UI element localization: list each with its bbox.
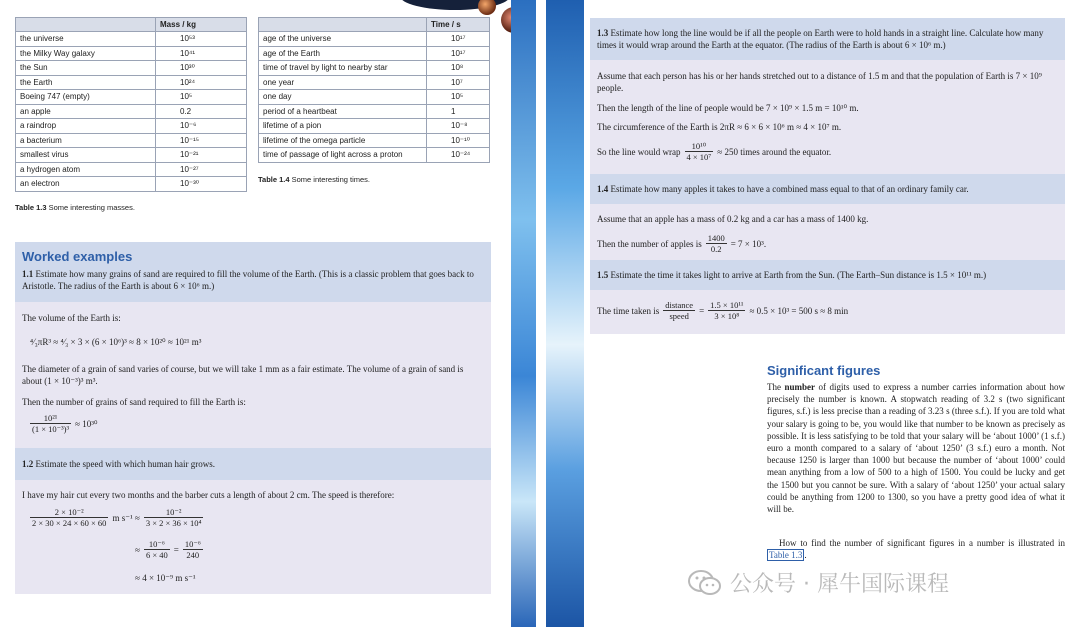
bold-term: number xyxy=(784,382,816,392)
watermark-text: 公众号 · 犀牛国际课程 xyxy=(730,572,949,597)
row-label: lifetime of the omega particle xyxy=(259,133,427,148)
table-row xyxy=(16,32,247,47)
equation-grains xyxy=(30,413,98,434)
question-text: Estimate how many apples it takes to have a combined mass equal to that of an ordinary family car. xyxy=(610,184,969,194)
row-value: 10⁻²¹ xyxy=(156,148,247,163)
question-text: Estimate the time it takes light to arrive at Earth from the Sun. (The Earth–Sun distance is 1.5 × 10¹¹ m.) xyxy=(610,270,987,280)
equation-hair-step xyxy=(135,539,203,560)
denominator: 2 × 30 × 24 × 60 × 60 xyxy=(32,518,107,528)
fraction xyxy=(708,300,745,321)
row-value: 10³⁰ xyxy=(156,61,247,76)
row-value: 0.2 xyxy=(156,104,247,119)
row-label: smallest virus xyxy=(16,148,156,163)
text: of digits used to express a number carries information about how precisely the number is known. A stopwatch reading of 3.2 s (two significant figures, s.f.) is less precise than a reading of 3.23 s (three s.f.). If you are told what your salary is going to be, you would like that number to be known as precisely as possible. It is less satisfying to be told that your salary will be ‘about 1000’ (1 s.f.) euro a month compared to a salary of ‘about 1250’ (3 s.f.) euro a month. Not because 1250 is larger than 1000 but because the number of ‘about 1000’ could mean anything from a low of 500 to a high of 1500. You could be lucky and get the 1500 but you cannot be sure. With a salary of ‘about 1250’ your actual salary could be anything from 1200 to 1300, so you have a pretty good idea of what it will be. xyxy=(767,382,1065,515)
question-number: 1.1 xyxy=(22,269,34,279)
row-label: the Earth xyxy=(16,75,156,90)
row-label: age of the universe xyxy=(259,32,427,47)
fraction xyxy=(30,413,71,434)
table-reference-link[interactable]: Table 1.3 xyxy=(769,550,803,561)
answer-line: Then the length of the line of people would be 7 × 10⁹ × 1.5 m = 10¹⁰ m. xyxy=(597,103,859,113)
fraction xyxy=(706,233,727,254)
numerator: 10⁻² xyxy=(144,507,204,518)
caption-text: Some interesting masses. xyxy=(46,203,135,212)
question-1-4 xyxy=(597,183,969,195)
answer-final: ≈ 4 × 10⁻⁹ m s⁻¹ xyxy=(135,573,196,583)
section-paragraph xyxy=(767,537,1065,561)
denominator: speed xyxy=(669,311,689,321)
denominator: (1 × 10⁻³)³ xyxy=(32,424,70,434)
row-value: 10²⁴ xyxy=(156,75,247,90)
row-value: 10¹⁷ xyxy=(427,32,490,47)
numerator: 1.5 × 10¹¹ xyxy=(710,300,744,310)
table-times xyxy=(258,17,490,163)
row-value: 10⁵ xyxy=(156,90,247,105)
question-number: 1.3 xyxy=(597,28,609,38)
table-row xyxy=(16,46,247,61)
row-label: Boeing 747 (empty) xyxy=(16,90,156,105)
question-text: Estimate how many grains of sand are required to fill the volume of the Earth. (This is a classic problem that goes back to Aristotle. The radius of the Earth is about 6 × 10⁶ m.) xyxy=(22,269,474,291)
table-row xyxy=(16,177,247,192)
denominator: 3 × 2 × 36 × 10⁴ xyxy=(145,518,202,528)
table-row xyxy=(259,133,490,148)
numerator: 10⁻⁶ xyxy=(184,539,201,549)
unit-text: m s⁻¹ ≈ xyxy=(112,513,140,524)
table-row xyxy=(16,162,247,177)
fraction xyxy=(183,539,203,560)
answer-line: Assume that an apple has a mass of 0.2 kg and a car has a mass of 1400 kg. xyxy=(597,214,869,224)
row-value: 10⁻²⁴ xyxy=(427,148,490,163)
numerator: 2 × 10⁻² xyxy=(30,507,108,518)
equation-apples xyxy=(597,233,766,254)
row-label: lifetime of a pion xyxy=(259,119,427,134)
worked-examples-title: Worked examples xyxy=(22,249,133,264)
row-value: 10⁵³ xyxy=(156,32,247,47)
table-row xyxy=(16,148,247,163)
page-edge-decoration xyxy=(511,0,536,627)
denominator: 4 × 10⁷ xyxy=(686,152,712,162)
section-title: Significant figures xyxy=(767,363,881,378)
text: ≈ 0.5 × 10³ = 500 s ≈ 8 min xyxy=(749,306,849,317)
row-label: a bacterium xyxy=(16,133,156,148)
row-value: 1 xyxy=(427,104,490,119)
result: ≈ 10³⁰ xyxy=(75,419,98,430)
text: The time taken is xyxy=(597,306,660,317)
equation-volume: ⁴⁄₃πR³ ≈ ⁴⁄₃ × 3 × (6 × 10⁶)³ ≈ 8 × 10²⁰ ≈ 10²¹ m³ xyxy=(30,337,202,347)
text: The xyxy=(767,382,785,392)
table-row xyxy=(259,119,490,134)
text: How to find the number of significant figures in a number is illustrated in xyxy=(779,538,1065,548)
table-row xyxy=(259,75,490,90)
table-row xyxy=(259,46,490,61)
equals-sign: = xyxy=(173,545,179,556)
row-label: age of the Earth xyxy=(259,46,427,61)
table-row xyxy=(259,148,490,163)
text: = 7 × 10³. xyxy=(730,239,767,250)
table-caption xyxy=(258,175,370,184)
numerator: 1400 xyxy=(707,233,725,243)
table-row xyxy=(16,75,247,90)
equation-wraps xyxy=(597,141,831,162)
answer-line: The diameter of a grain of sand varies of course, but we will take 1 mm as a fair estimate. The volume of a grain of sand is about (1 × 10⁻³)³ m³. xyxy=(22,364,464,386)
table-masses xyxy=(15,17,247,192)
row-label: period of a heartbeat xyxy=(259,104,427,119)
watermark xyxy=(688,567,949,598)
fraction xyxy=(663,300,695,321)
denominator: 6 × 40 xyxy=(145,550,168,560)
text: So the line would wrap xyxy=(597,147,681,158)
question-1-1 xyxy=(22,268,484,292)
numerator: 10⁻⁶ xyxy=(144,539,170,550)
denominator: 3 × 10⁸ xyxy=(714,311,740,321)
fraction xyxy=(144,507,204,528)
fraction xyxy=(685,141,714,162)
fraction xyxy=(30,507,108,528)
table-row xyxy=(16,133,247,148)
row-value: 10⁻³⁰ xyxy=(156,177,247,192)
question-text: Estimate how long the line would be if all the people on Earth were to hold hands in a straight line. Calculate how many times it would wrap around the Earth at the equator. (The radius of the Earth is about 6 × 10⁶ m.) xyxy=(597,28,1044,50)
text: ≈ 250 times around the equator. xyxy=(717,147,832,158)
row-value: 10⁷ xyxy=(427,75,490,90)
equation-hair-speed xyxy=(30,507,203,528)
table-header-time: Time / s xyxy=(427,18,490,32)
table-row xyxy=(259,61,490,76)
row-value: 10⁸ xyxy=(427,61,490,76)
text: . xyxy=(804,550,807,561)
row-value: 10⁴¹ xyxy=(156,46,247,61)
row-value: 10¹⁷ xyxy=(427,46,490,61)
row-label: a hydrogen atom xyxy=(16,162,156,177)
wechat-icon xyxy=(688,569,722,597)
table-row xyxy=(259,90,490,105)
row-value: 10⁻⁶ xyxy=(156,119,247,134)
table-header-blank xyxy=(16,18,156,32)
row-label: one day xyxy=(259,90,427,105)
question-number: 1.5 xyxy=(597,270,609,280)
table-header-mass: Mass / kg xyxy=(156,18,247,32)
answer-line: Then the number of grains of sand required to fill the Earth is: xyxy=(22,397,246,407)
fraction xyxy=(144,539,170,560)
answer-line: The circumference of the Earth is 2πR ≈ 6 × 6 × 10⁶ m ≈ 4 × 10⁷ m. xyxy=(597,122,842,132)
table-row xyxy=(16,90,247,105)
row-label: the Milky Way galaxy xyxy=(16,46,156,61)
row-value: 10⁻⁸ xyxy=(427,119,490,134)
table-body xyxy=(259,32,490,163)
row-value: 10⁻²⁷ xyxy=(156,162,247,177)
row-value: 10⁵ xyxy=(427,90,490,105)
row-label: the universe xyxy=(16,32,156,47)
numerator: 10¹⁰ xyxy=(685,141,714,152)
section-paragraph xyxy=(767,381,1065,515)
numerator: 10²¹ xyxy=(30,413,71,424)
text: Then the number of apples is xyxy=(597,239,702,250)
question-1-5 xyxy=(597,269,986,281)
table-row xyxy=(259,104,490,119)
planet-orange xyxy=(478,0,496,15)
caption-label: Table 1.3 xyxy=(15,203,47,212)
question-1-2 xyxy=(22,458,215,470)
numerator: distance xyxy=(665,300,694,310)
page-edge-decoration xyxy=(546,0,584,627)
page-gutter xyxy=(536,0,546,627)
table-row xyxy=(16,61,247,76)
row-label: time of passage of light across a proton xyxy=(259,148,427,163)
question-number: 1.4 xyxy=(597,184,609,194)
approx-sign: ≈ xyxy=(135,545,140,556)
denominator: 240 xyxy=(186,550,200,560)
row-value: 10⁻¹⁰ xyxy=(427,133,490,148)
table-body xyxy=(16,32,247,192)
table-row xyxy=(16,104,247,119)
denominator: 0.2 xyxy=(710,244,722,254)
table-caption xyxy=(15,203,135,212)
answer-line: Assume that each person has his or her hands stretched out to a distance of 1.5 m and that the population of Earth is 7 × 10⁹ people. xyxy=(597,71,1042,93)
row-label: one year xyxy=(259,75,427,90)
answer-line: I have my hair cut every two months and the barber cuts a length of about 2 cm. The speed is therefore: xyxy=(22,490,395,500)
row-label: an electron xyxy=(16,177,156,192)
row-label: a raindrop xyxy=(16,119,156,134)
table-row xyxy=(16,119,247,134)
row-label: the Sun xyxy=(16,61,156,76)
equals-sign: = xyxy=(699,306,705,317)
row-label: time of travel by light to nearby star xyxy=(259,61,427,76)
row-label: an apple xyxy=(16,104,156,119)
caption-label: Table 1.4 xyxy=(258,175,290,184)
equation-light-time xyxy=(597,300,848,321)
question-text: Estimate the speed with which human hair grows. xyxy=(35,459,215,469)
caption-text: Some interesting times. xyxy=(289,175,370,184)
answer-line: The volume of the Earth is: xyxy=(22,313,121,323)
question-1-3 xyxy=(597,27,1059,51)
row-value: 10⁻¹⁵ xyxy=(156,133,247,148)
question-number: 1.2 xyxy=(22,459,34,469)
